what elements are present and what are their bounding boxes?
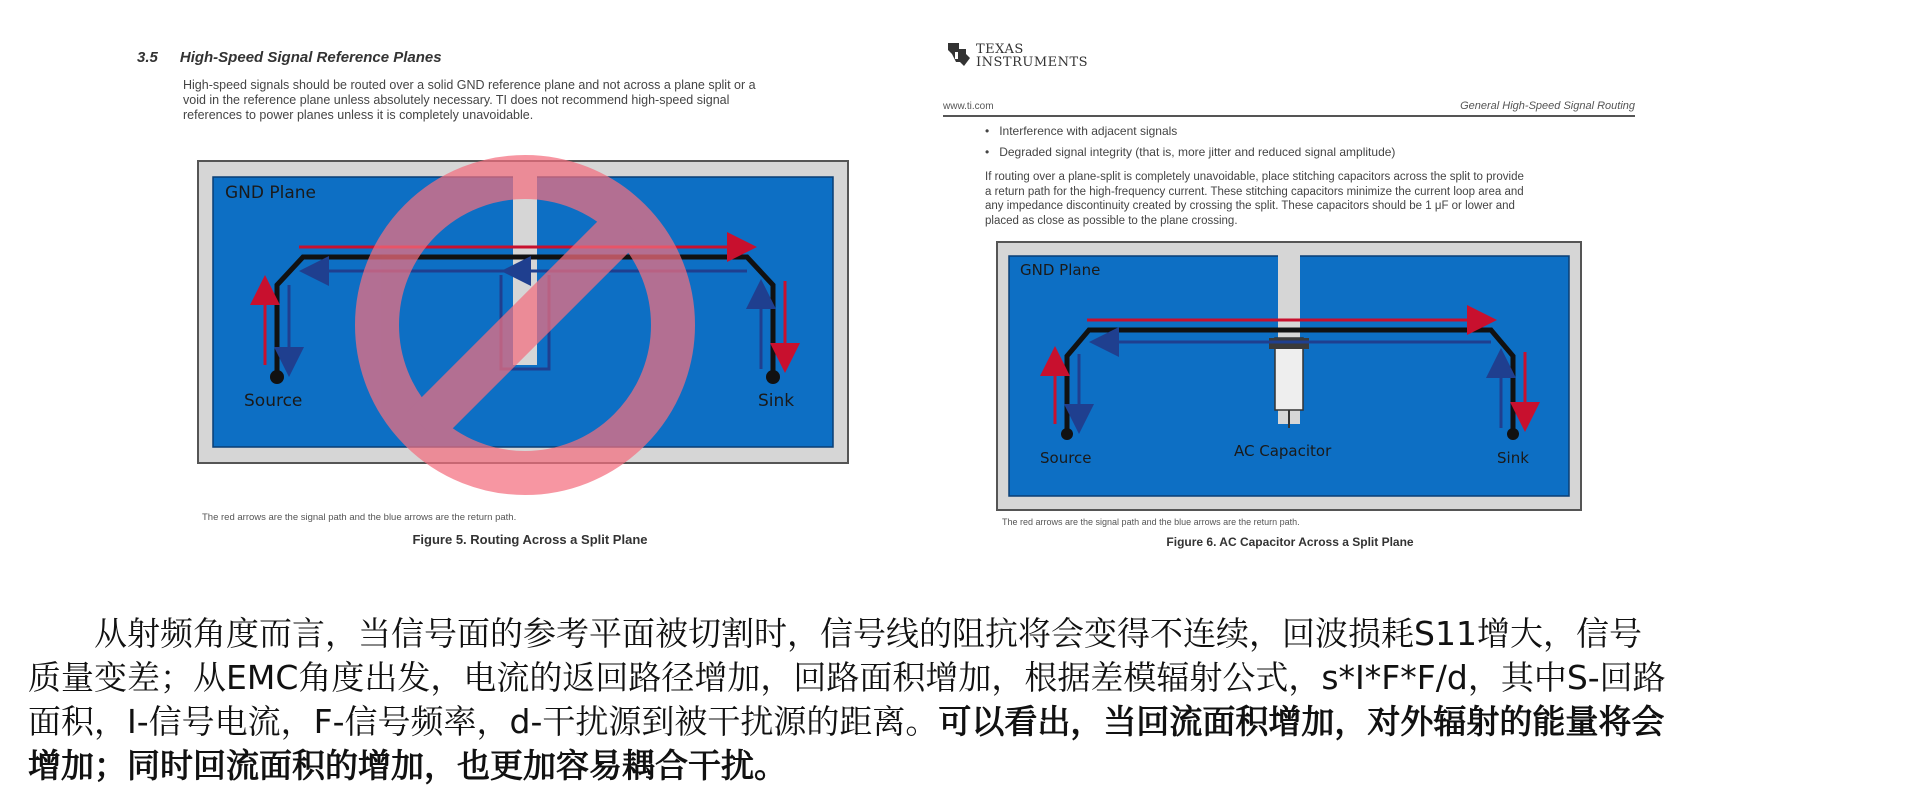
source-pad <box>270 370 284 384</box>
section-heading <box>137 49 442 66</box>
left-paragraph <box>183 78 903 123</box>
left-figure-note: The red arrows are the signal path and the blue arrows are the return path. <box>202 512 517 523</box>
ac-capacitor-diagram <box>995 238 1595 518</box>
header-section: General High-Speed Signal Routing <box>1460 100 1635 112</box>
right-paragraph <box>985 170 1645 228</box>
left-paragraph-line: void in the reference plane unless absolutely necessary. TI does not recommend high-speed signal <box>183 93 730 107</box>
capacitor-label: AC Capacitor <box>1234 442 1332 460</box>
gnd-plane-label: GND Plane <box>1020 261 1101 279</box>
source-label: Source <box>244 391 303 411</box>
chinese-line: 质量变差；从EMC角度出发，电流的返回路径增加，回路面积增加，根据差模辐射公式，s*I*F*F/d，其中S-回路 <box>28 658 1666 697</box>
chinese-text-bold: 可以看出，当回流面积增加，对外辐射的能量将会 <box>938 702 1665 741</box>
right-paragraph-line: If routing over a plane-split is completely unavoidable, place stitching capacitors across the split to provide <box>985 171 1524 183</box>
split-plane-diagram <box>195 155 875 515</box>
bullet-item: • Interference with adjacent signals <box>985 124 1178 138</box>
bullet-item: • Degraded signal integrity (that is, more jitter and reduced signal amplitude) <box>985 145 1396 159</box>
left-figure-caption: Figure 5. Routing Across a Split Plane <box>412 532 648 547</box>
sink-label: Sink <box>758 391 795 411</box>
header-rule <box>943 115 1635 117</box>
right-figure-note: The red arrows are the signal path and the blue arrows are the return path. <box>1002 517 1300 527</box>
left-paragraph-line: High-speed signals should be routed over a solid GND reference plane and not across a plane split or a <box>183 78 756 92</box>
ti-logo-line1: TEXAS <box>976 42 1024 57</box>
left-paragraph-line: references to power planes unless it is completely unavoidable. <box>183 108 534 122</box>
source-label: Source <box>1040 449 1092 467</box>
bullet-list <box>985 124 1395 160</box>
sink-pad <box>1507 428 1519 440</box>
right-figure-caption: Figure 6. AC Capacitor Across a Split Plane <box>1166 535 1414 549</box>
right-paragraph-line: placed as close as possible to the plane crossing. <box>985 214 1238 227</box>
sink-label: Sink <box>1497 449 1529 467</box>
right-paragraph-line: any impedance discontinuity created by crossing the split. These capacitors should be 1 μF or lower and <box>985 200 1515 212</box>
chinese-text-normal: 面积，I-信号电流，F-信号频率，d-干扰源到被干扰源的距离。 <box>28 702 939 741</box>
ti-logo-icon <box>946 40 972 68</box>
sink-pad <box>766 370 780 384</box>
ti-logo-line2: INSTRUMENTS <box>976 55 1089 70</box>
chinese-line-bold: 增加；同时回流面积的增加，也更加容易耦合干扰。 <box>28 746 787 785</box>
chinese-paragraph <box>28 612 1898 788</box>
section-title: High-Speed Signal Reference Planes <box>179 49 442 66</box>
source-pad <box>1061 428 1073 440</box>
section-number: 3.5 <box>137 49 158 66</box>
chinese-line <box>28 700 1898 744</box>
gnd-plane-label: GND Plane <box>225 183 317 203</box>
header-url: www.ti.com <box>943 101 994 112</box>
right-paragraph-line: a return path for the high-frequency current. These stitching capacitors minimize the current loop area and <box>985 185 1524 198</box>
chinese-line: 从射频角度而言，当信号面的参考平面被切割时，信号线的阻抗将会变得不连续，回波损耗S11增大，信号 <box>94 614 1642 653</box>
